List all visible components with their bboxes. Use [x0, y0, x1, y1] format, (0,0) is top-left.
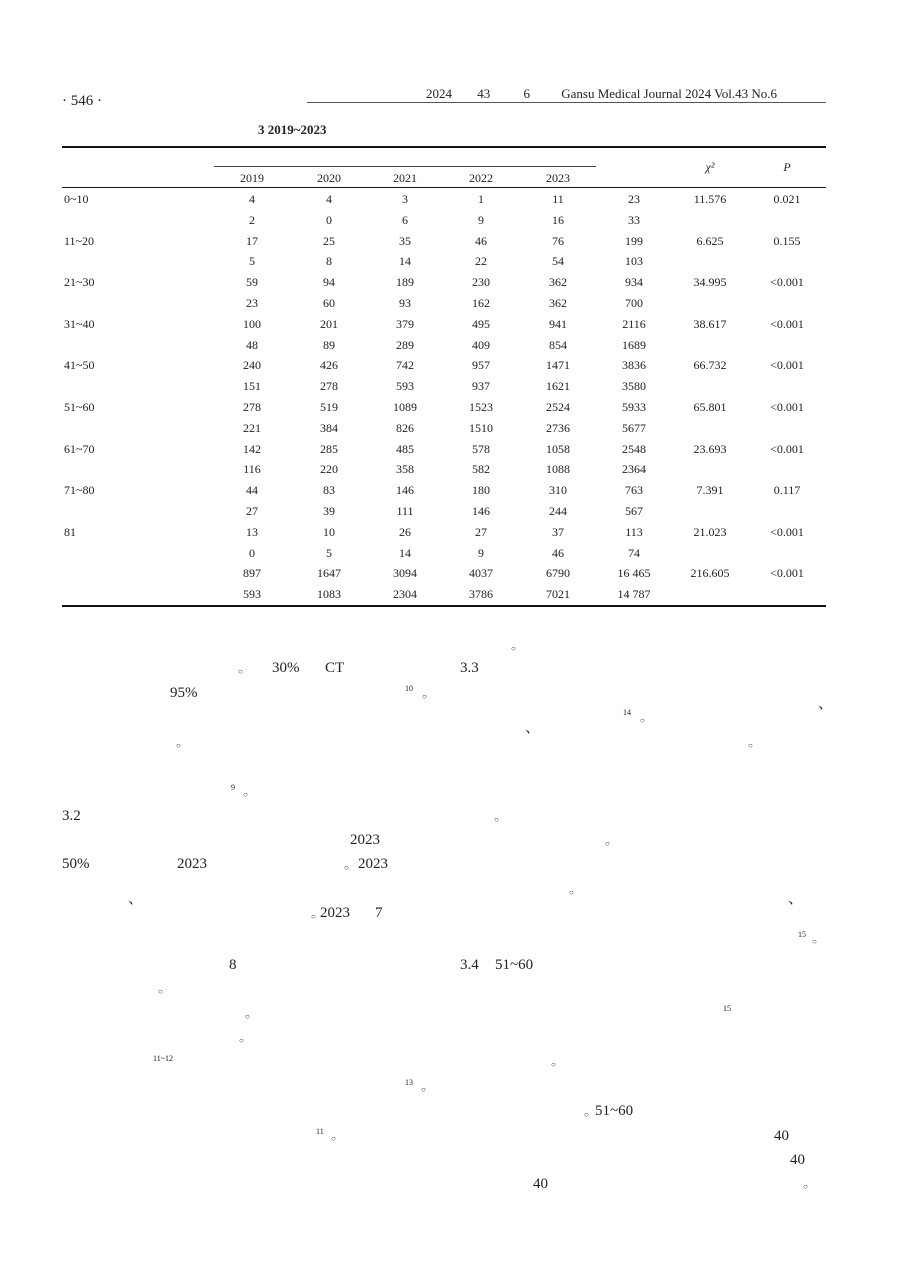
year-header-2019: 2019	[240, 171, 264, 185]
table-cell: 27	[246, 504, 258, 518]
table-cell: 897	[243, 566, 261, 581]
text-fragment: 8	[229, 957, 237, 973]
table-cell: 11	[552, 192, 564, 206]
citation-superscript: 10	[405, 684, 413, 693]
table-cell: 426	[320, 358, 338, 373]
citation-superscript: 11~12	[153, 1054, 174, 1063]
p-value: <0.001	[770, 441, 804, 456]
table-cell: 485	[396, 441, 414, 456]
table-cell: 5933	[622, 400, 646, 414]
table-cell: 826	[396, 420, 414, 435]
table-cell: 2	[249, 212, 255, 227]
table-cell: 742	[396, 358, 414, 373]
table-cell: 3836	[622, 358, 646, 373]
sentence-end-mark: ○	[494, 815, 499, 824]
table-cell: 519	[320, 400, 338, 414]
table-cell: 230	[472, 275, 490, 290]
table-cell: 1510	[469, 420, 493, 435]
table-cell: 240	[243, 358, 261, 373]
table-cell: 13	[246, 524, 258, 539]
table-cell: 1083	[317, 587, 341, 602]
table-cell: 100	[243, 316, 261, 331]
table-cell: 1058	[546, 441, 570, 456]
journal-english: Gansu Medical Journal 2024 Vol.43 No.6	[561, 86, 778, 101]
table-cell: 180	[472, 483, 490, 498]
year-header-rule	[214, 166, 596, 167]
table-cell: 189	[396, 275, 414, 290]
table-cell: 22	[475, 254, 487, 269]
text-fragment: 2023	[358, 856, 388, 872]
age-group-label: 31~40	[64, 316, 95, 331]
table-cell: 33	[628, 212, 640, 227]
table-cell: 0	[326, 212, 332, 227]
sentence-end-mark: ○	[422, 692, 427, 701]
chi-square-value: 216.605	[690, 566, 730, 581]
table-cell: 111	[396, 504, 414, 518]
p-value-header: P	[783, 160, 791, 174]
table-cell: 5677	[622, 420, 646, 435]
p-value: <0.001	[770, 400, 804, 414]
table-cell: 1523	[469, 400, 493, 414]
sentence-end-mark: ○	[238, 667, 243, 676]
text-fragment: 7	[375, 905, 383, 921]
citation-superscript: 9	[231, 783, 235, 792]
sentence-end-mark: ○	[311, 912, 316, 921]
table-cell: 937	[472, 379, 490, 394]
table-cell: 14 787	[617, 587, 651, 602]
text-fragment: 40	[774, 1128, 789, 1144]
age-group-label: 0~10	[64, 192, 89, 206]
chi-square-value: 66.732	[693, 358, 727, 373]
chi-square-value: 23.693	[693, 441, 727, 456]
table-cell: 113	[625, 524, 643, 539]
table-cell: 83	[323, 483, 335, 498]
table-cell: 3	[402, 192, 408, 206]
table-cell: 146	[472, 504, 490, 518]
table-cell: 10	[323, 524, 335, 539]
table-cell: 379	[396, 316, 414, 331]
table-cell: 310	[549, 483, 567, 498]
page-number: · 546 ·	[62, 93, 102, 109]
table-cell: 35	[399, 233, 411, 248]
year-header-2020: 2020	[317, 171, 341, 185]
age-group-label: 81	[64, 524, 76, 539]
journal-year: 2024	[426, 86, 452, 101]
sentence-end-mark: ○	[812, 937, 817, 946]
table-cell: 25	[323, 233, 335, 248]
table-cell: 16 465	[617, 566, 651, 581]
citation-superscript: 15	[798, 930, 806, 939]
table-cell: 89	[323, 337, 335, 352]
table-cell: 37	[552, 524, 564, 539]
chi-square-value: 21.023	[693, 524, 727, 539]
sentence-end-mark: ○	[803, 1182, 808, 1191]
table-cell: 578	[472, 441, 490, 456]
table-cell: 9	[478, 212, 484, 227]
table-cell: 285	[320, 441, 338, 456]
table-cell: 201	[320, 316, 338, 331]
text-fragment: 、	[818, 696, 834, 712]
table-cell: 23	[246, 296, 258, 310]
sentence-end-mark: ○	[176, 741, 181, 750]
table-cell: 1	[478, 192, 484, 206]
journal-issue: 6	[523, 86, 530, 101]
citation-superscript: 13	[405, 1078, 413, 1087]
table-cell: 103	[625, 254, 643, 269]
sentence-end-mark: ○	[551, 1060, 556, 1069]
sentence-end-mark: ○	[158, 987, 163, 996]
table-cell: 76	[552, 233, 564, 248]
table-cell: 162	[472, 296, 490, 310]
text-fragment: 51~60	[595, 1103, 634, 1119]
table-cell: 941	[549, 316, 567, 331]
journal-volume: 43	[477, 86, 491, 101]
table-cell: 700	[625, 296, 643, 310]
table-cell: 146	[396, 483, 414, 498]
table-cell: 1689	[622, 337, 646, 352]
chi-square-value: 38.617	[693, 316, 727, 331]
text-fragment: 50%	[62, 856, 90, 872]
table-cell: 93	[399, 296, 411, 310]
year-header-2023: 2023	[546, 171, 570, 185]
age-group-label: 51~60	[64, 400, 95, 414]
table-cell: 4037	[469, 566, 493, 581]
table-cell: 7021	[546, 587, 570, 602]
sentence-end-mark: ○	[640, 716, 645, 725]
header-rule	[307, 102, 826, 103]
table-cell: 151	[243, 379, 261, 394]
p-value: <0.001	[770, 316, 804, 331]
text-fragment: 2023	[177, 856, 207, 872]
p-value: <0.001	[770, 275, 804, 290]
sentence-end-mark: ○	[748, 741, 753, 750]
table-cell: 2116	[622, 316, 646, 331]
text-fragment: 、	[788, 891, 804, 907]
year-header-2021: 2021	[393, 171, 417, 185]
table-cell: 244	[549, 504, 567, 518]
table-cell: 220	[320, 462, 338, 477]
table-cell: 8	[326, 254, 332, 269]
table-top-rule	[62, 146, 826, 148]
table-cell: 59	[246, 275, 258, 290]
table-cell: 3094	[393, 566, 417, 581]
chi-square-value: 65.801	[693, 400, 727, 414]
table-cell: 1089	[393, 400, 417, 414]
text-fragment: 3.4	[460, 957, 479, 973]
sentence-end-mark: ○	[569, 888, 574, 897]
citation-superscript: 15	[723, 1004, 731, 1013]
table-cell: 593	[243, 587, 261, 602]
table-bottom-rule	[62, 605, 826, 607]
table-cell: 26	[399, 524, 411, 539]
sentence-end-mark: ○	[245, 1012, 250, 1021]
table-cell: 14	[399, 254, 411, 269]
table-cell: 2524	[546, 400, 570, 414]
table-cell: 60	[323, 296, 335, 310]
table-cell: 16	[552, 212, 564, 227]
age-group-label: 11~20	[64, 233, 95, 248]
table-cell: 6790	[546, 566, 570, 581]
table-cell: 5	[249, 254, 255, 269]
citation-superscript: 11	[316, 1127, 324, 1136]
journal-header	[426, 86, 777, 102]
table-cell: 854	[549, 337, 567, 352]
text-fragment: 、	[128, 891, 144, 907]
table-cell: 48	[246, 337, 258, 352]
table-cell: 495	[472, 316, 490, 331]
p-value: <0.001	[770, 524, 804, 539]
age-group-label: 41~50	[64, 358, 95, 373]
table-cell: 9	[478, 545, 484, 560]
p-value: 0.155	[773, 233, 801, 248]
table-caption: 3 2019~2023	[258, 122, 327, 137]
sentence-end-mark: ○	[331, 1134, 336, 1143]
citation-superscript: 14	[623, 708, 631, 717]
table-cell: 3580	[622, 379, 646, 394]
table-cell: 54	[552, 254, 564, 269]
text-fragment: 51~60	[495, 957, 534, 973]
table-cell: 17	[246, 233, 258, 248]
table-cell: 278	[320, 379, 338, 394]
table-cell: 4	[326, 192, 332, 206]
table-cell: 4	[249, 192, 255, 206]
sentence-end-mark: ○	[584, 1110, 589, 1119]
sentence-end-mark: ○	[605, 839, 610, 848]
table-cell: 362	[549, 296, 567, 310]
table-cell: 46	[475, 233, 487, 248]
age-group-label: 71~80	[64, 483, 95, 498]
chi-square-value: 11.576	[693, 192, 727, 206]
sentence-end-mark: ○	[421, 1085, 426, 1094]
chi-square-value: 7.391	[696, 483, 724, 498]
sentence-end-mark: ○	[243, 790, 248, 799]
text-fragment: 40	[533, 1176, 548, 1192]
text-fragment: 95%	[170, 685, 198, 701]
table-cell: 27	[475, 524, 487, 539]
p-value: 0.117	[773, 483, 801, 498]
age-group-label: 61~70	[64, 441, 95, 456]
table-cell: 3786	[469, 587, 493, 602]
p-value: 0.021	[773, 192, 801, 206]
table-cell: 934	[625, 275, 643, 290]
table-cell: 221	[243, 420, 261, 435]
table-cell: 567	[625, 504, 643, 518]
table-cell: 74	[628, 545, 640, 560]
table-cell: 593	[396, 379, 414, 394]
table-cell: 5	[326, 545, 332, 560]
text-fragment: 40	[790, 1152, 805, 1168]
table-cell: 2736	[546, 420, 570, 435]
text-fragment: 2023	[350, 832, 380, 848]
table-cell: 0	[249, 545, 255, 560]
p-value: <0.001	[770, 566, 804, 581]
table-cell: 44	[246, 483, 258, 498]
table-cell: 1088	[546, 462, 570, 477]
table-cell: 94	[323, 275, 335, 290]
text-fragment: 3.2	[62, 808, 81, 824]
table-cell: 278	[243, 400, 261, 414]
table-cell: 2304	[393, 587, 417, 602]
table-cell: 409	[472, 337, 490, 352]
table-cell: 1471	[546, 358, 570, 373]
text-fragment: 30%	[272, 660, 300, 676]
table-cell: 6	[402, 212, 408, 227]
text-fragment: 、	[525, 720, 541, 736]
table-cell: 116	[243, 462, 261, 477]
table-cell: 23	[628, 192, 640, 206]
p-value: <0.001	[770, 358, 804, 373]
table-cell: 1647	[317, 566, 341, 581]
year-header-2022: 2022	[469, 171, 493, 185]
sentence-end-mark: ○	[239, 1036, 244, 1045]
chi-square-value: 6.625	[696, 233, 724, 248]
sentence-end-mark: ○	[344, 863, 349, 872]
table-cell: 142	[243, 441, 261, 456]
table-cell: 289	[396, 337, 414, 352]
table-header-rule	[62, 187, 826, 188]
table-cell: 763	[625, 483, 643, 498]
chi-square-header: χ²	[705, 160, 715, 174]
table-cell: 14	[399, 545, 411, 560]
table-cell: 358	[396, 462, 414, 477]
table-cell: 384	[320, 420, 338, 435]
table-cell: 1621	[546, 379, 570, 394]
text-fragment: 3.3	[460, 660, 479, 676]
text-fragment: 2023	[320, 905, 350, 921]
table-cell: 199	[625, 233, 643, 248]
sentence-end-mark: ○	[511, 644, 516, 653]
table-cell: 957	[472, 358, 490, 373]
chi-square-value: 34.995	[693, 275, 727, 290]
table-cell: 2548	[622, 441, 646, 456]
table-cell: 362	[549, 275, 567, 290]
table-cell: 582	[472, 462, 490, 477]
text-fragment: CT	[325, 660, 345, 676]
table-cell: 46	[552, 545, 564, 560]
age-group-label: 21~30	[64, 275, 95, 290]
table-cell: 2364	[622, 462, 646, 477]
table-cell: 39	[323, 504, 335, 518]
